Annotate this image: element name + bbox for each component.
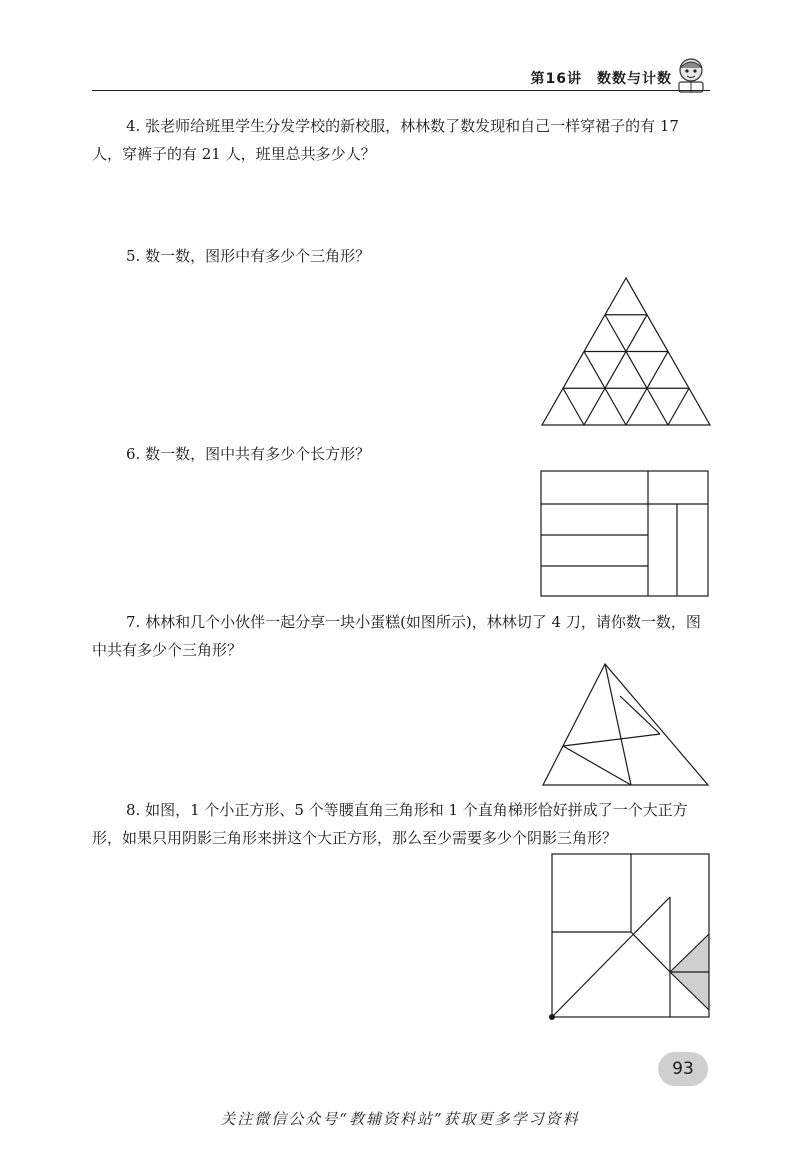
question-8-text: 8. 如图，1 个小正方形、5 个等腰直角三角形和 1 个直角梯形恰好拼成了一个大正方形，如果只用阴影三角形来拼这个大正方形，那么至少需要多少个阴影三角形？ (92, 801, 688, 847)
figure-square-tangram (546, 850, 712, 1020)
figure-triangle-grid (540, 276, 712, 428)
question-6 (92, 440, 710, 468)
figure-rectangles (540, 470, 710, 598)
question-4-text: 4. 张老师给班里学生分发学校的新校服，林林数了数发现和自己一样穿裙子的有 17 人，穿裤子的有 21 人，班里总共多少人？ (92, 117, 679, 163)
question-7 (92, 608, 710, 664)
question-8 (92, 796, 710, 852)
question-4 (92, 112, 710, 168)
footer-note: 关注微信公众号“教辅资料站”获取更多学习资料 (220, 1110, 580, 1128)
figure-cake-triangle (540, 662, 712, 788)
question-5 (92, 242, 710, 270)
question-7-text: 7. 林林和几个小伙伴一起分享一块小蛋糕(如图所示)，林林切了 4 刀，请你数一数，图中共有多少个三角形？ (92, 613, 701, 659)
lecture-title: 第16讲 数数与计数 (530, 71, 672, 87)
question-5-text: 5. 数一数，图形中有多少个三角形？ (126, 247, 371, 265)
question-6-text: 6. 数一数，图中共有多少个长方形？ (126, 445, 371, 463)
page-header (0, 62, 800, 102)
header-divider (92, 90, 710, 91)
page-number: 93 (658, 1052, 708, 1086)
